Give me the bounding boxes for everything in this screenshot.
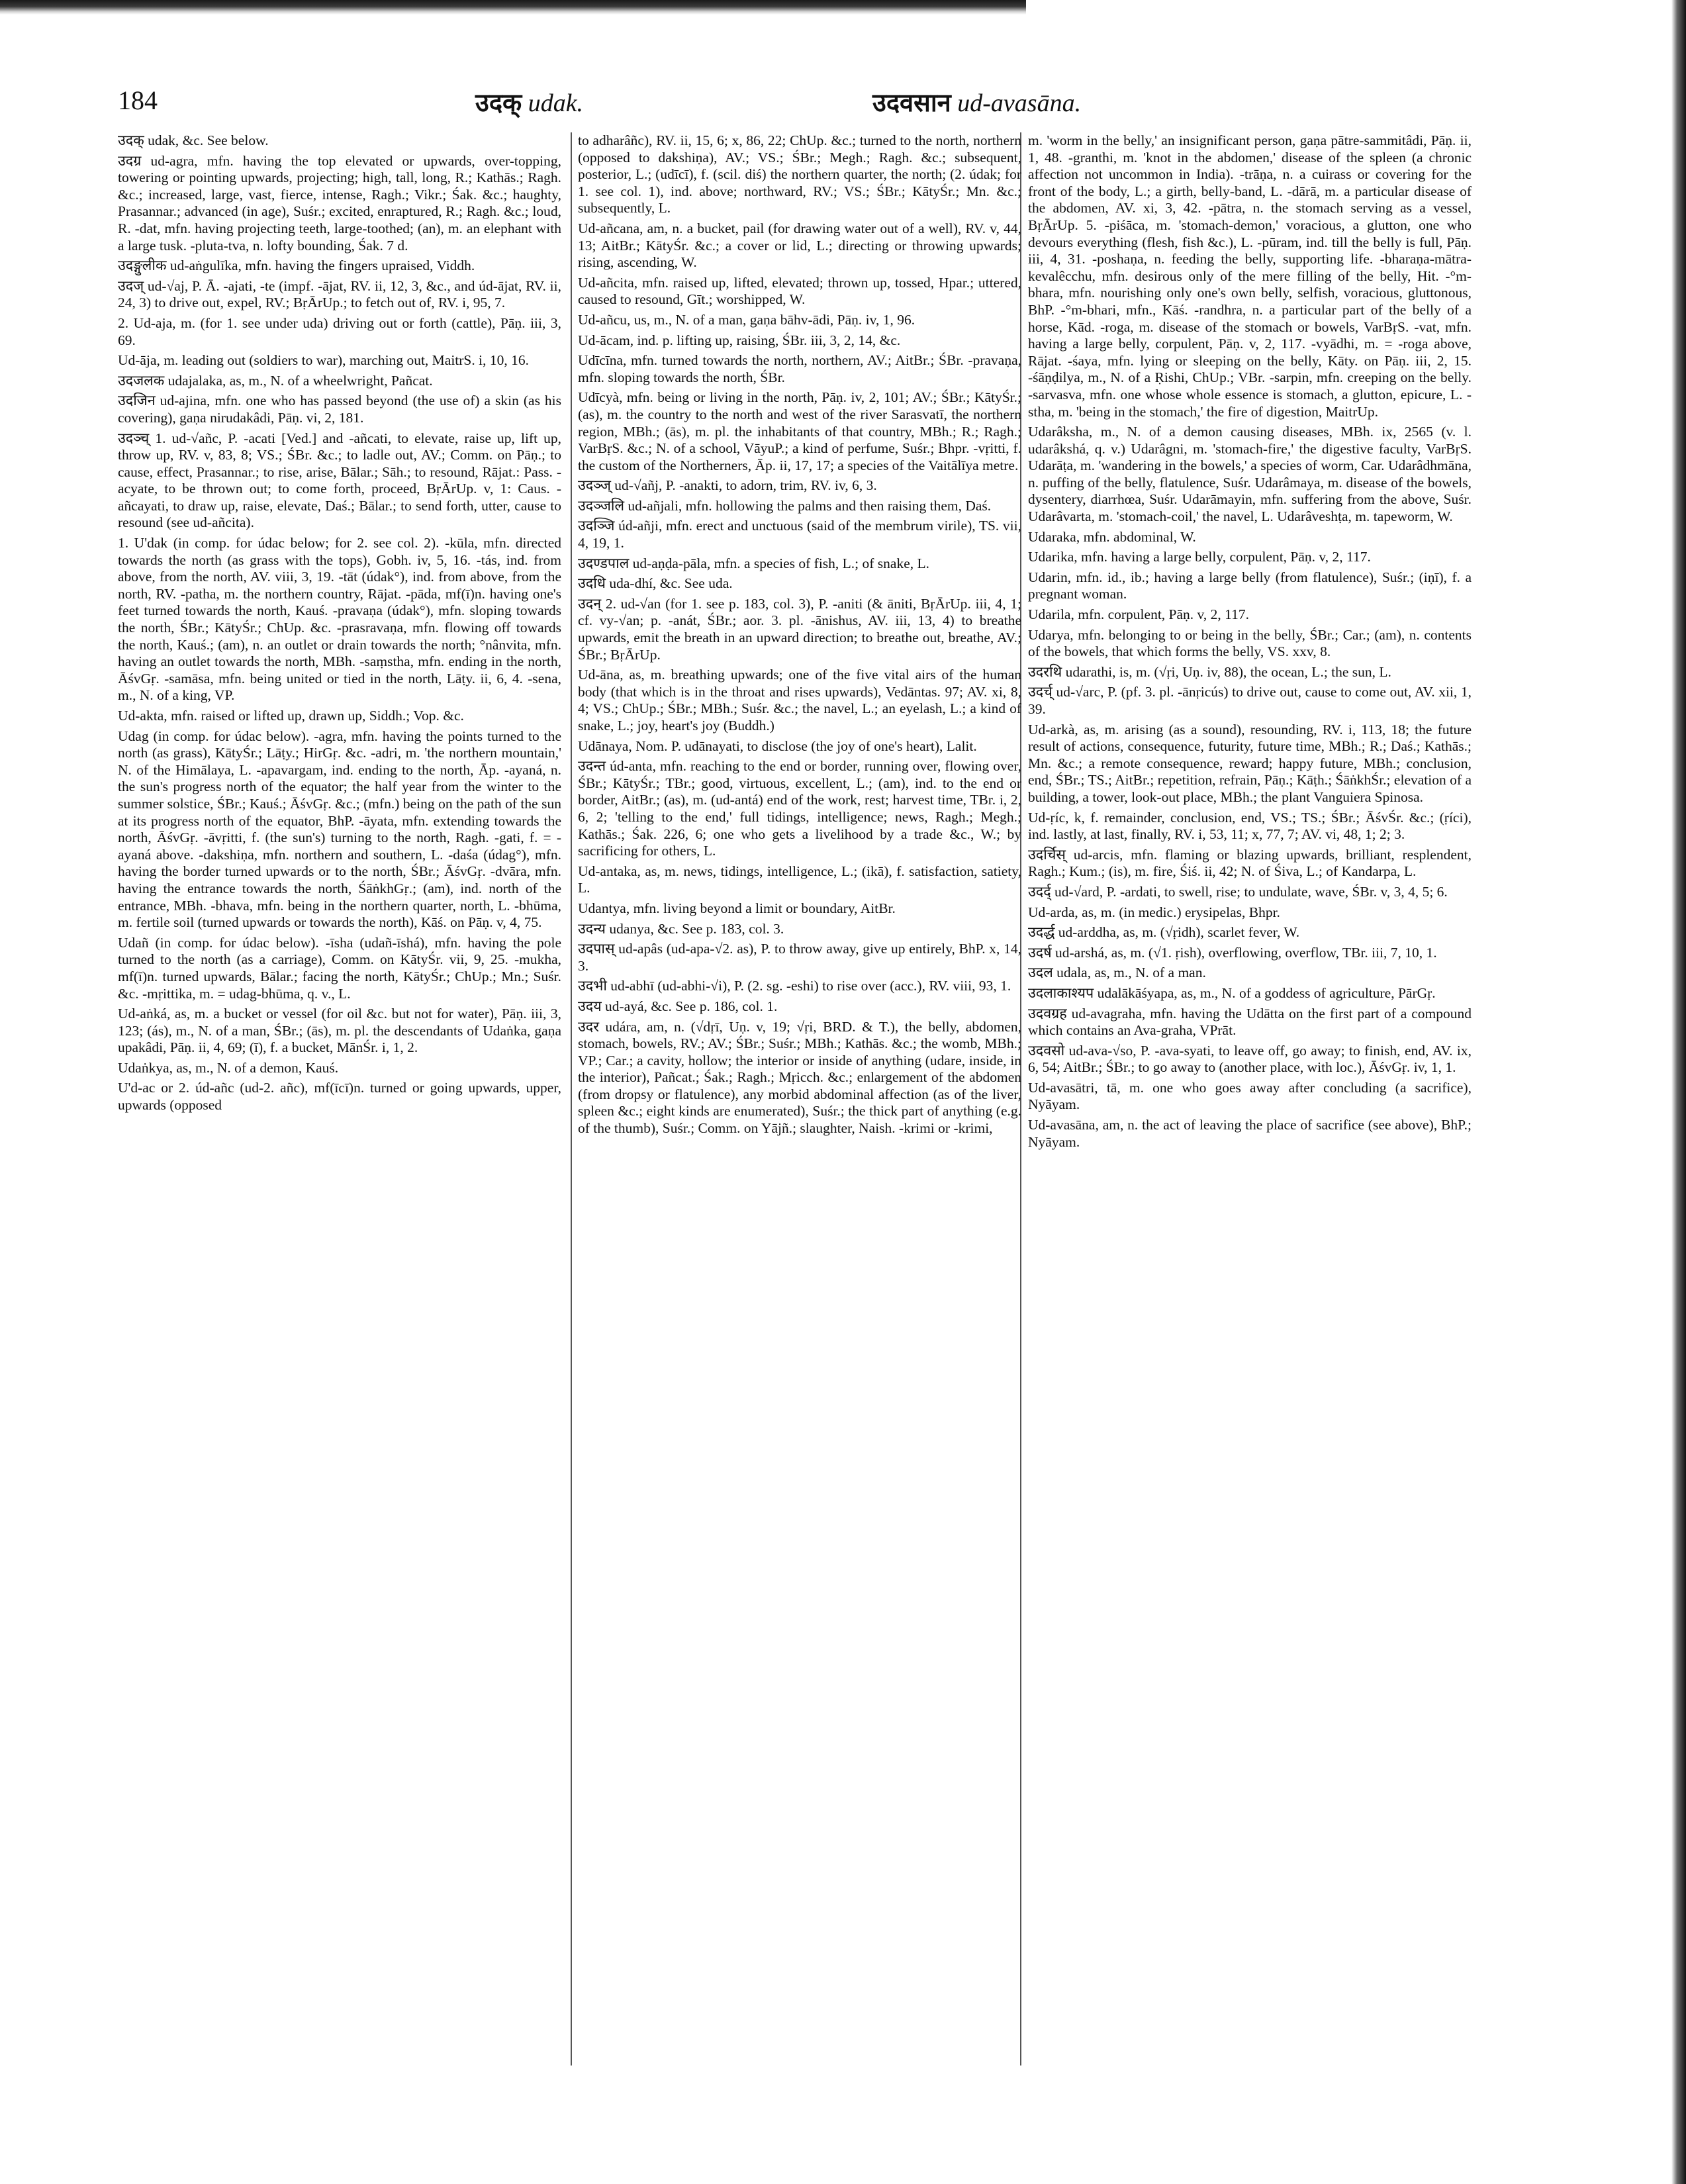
dictionary-entry: उदन् 2. ud-√an (for 1. see p. 183, col. 3), P. -aniti (& āniti, BṛĀrUp. iii, 4, 1; cf. vy-√an; p. -anát, ŚBr.; aor. 3. pl. -ānishus, AV. iii, 13, 4) to breathe upwards, emit the breath in an upward direction; to breathe out, breathe, AV.; ŚBr.; BṛĀrUp. xyxy=(578,595,1021,663)
dictionary-entry: उदञ्जि úd-añji, mfn. erect and unctuous (said of the membrum virile), TS. vii, 4, 19, 1. xyxy=(578,518,1021,551)
dictionary-entry: उदन्य udanya, &c. See p. 183, col. 3. xyxy=(578,920,784,937)
dictionary-entry: Udarin, mfn. id., ib.; having a large belly (from flatulence), Suśr.; (iṇī), f. a pregnant woman. xyxy=(1028,569,1472,602)
dictionary-entry: 1. U'dak (in comp. for údac below; for 2. see col. 2). -kūla, mfn. directed towards the north (as grass with the tops), Gobh. iv, 5, 16. -tás, ind. from above, from the north, AV. viii, 3, 19. -tāt (údak°), ind. from above, from the north, RV. -patha, m. the northern country, Rājat. -pāda, mf(ī)n. having one's feet turned towards the north, Kauś. -pravaṇa (údak°), mfn. sloping towards the north, ŚBr.; KātyŚr.; ChUp. &c. -prasravaṇa, mfn. flowing off towards the north, Kauś.; (am), n. an outlet or drain towards the north; °nânvita, mfn. having an outlet towards the north, MBh. -saṃstha, mfn. ending in the north, ĀśvGṛ. -samāsa, mfn. being united or tied in the north, Lāṭy. ii, 6, 4. -sena, m., N. of a king, VP. xyxy=(118,535,561,704)
column-rule xyxy=(571,132,572,2065)
dictionary-entry: m. 'worm in the belly,' an insignificant person, gaṇa pātre-sammitâdi, Pāṇ. ii, 1, 48. -granthi, m. 'knot in the abdomen,' disease of the spleen (a chronic affection not uncommon in India). -trāṇa, n. a cuirass or covering for the front of the body, L.; a girth, belly-band, L. -dārā, m. a particular disease of the abdomen, AV. xi, 3, 42. -pātra, n. the stomach serving as a vessel, BṛĀrUp. 5. -piśāca, m. 'stomach-demon,' voracious, a glutton, one who devours everything (flesh, fish &c.), L. -pūram, ind. till the belly is full, Pāṇ. iii, 4, 31. -poshaṇa, n. feeding the belly, supporting life. -bharaṇa-mātra-kevalêcchu, mfn. desirous only of the mere filling of the belly, Hit. -°m-bhara, mfn. nourishing only one's own belly, selfish, voracious, gluttonous, BhP. -°m-bhari, mfn., Kāś. -randhra, n. a particular part of the belly of a horse, Kād. -roga, m. disease of the stomach or bowels, VarBṛS. -vat, mfn. having a large belly, corpulent, Pāṇ. v, 2, 117. -vyādhi, m. = -roga above, Rājat. -śaya, mfn. lying or sleeping on the belly, Kāty. on Pāṇ. iii, 2, 15. -śāṇḍilya, m., N. of a Ṛishi, ChUp.; VBr. -sarpin, mfn. creeping on the belly. -sarvasva, mfn. one whose whole essence is stomach, a glutton, epicure, L. -stha, m. 'being in the stomach,' the fire of digestion, MaitrUp. xyxy=(1028,132,1472,420)
dictionary-entry: उदरथि udarathi, is, m. (√ṛi, Uṇ. iv, 88), the ocean, L.; the sun, L. xyxy=(1028,663,1391,680)
dictionary-entry: Udīcyà, mfn. being or living in the north, Pāṇ. iv, 2, 101; AV.; ŚBr.; KātyŚr.; (as), m. the country to the north and west of the river Sarasvatī, the northern region, MBh.; (ās), m. pl. the inhabitants of that country, MBh.; R.; Ragh.; VarBṛS. &c.; N. of a school, VāyuP.; a kind of perfume, Suśr.; Bhpr. -vṛitti, f. the custom of the Northerners, Āp. ii, 17, 17; a species of the Vaitālīya metre. xyxy=(578,389,1021,473)
dictionary-entry: Udag (in comp. for údac below). -agra, mfn. having the points turned to the north (as grass), KātyŚr.; Lāṭy.; HirGṛ. &c. -adri, m. 'the northern mountain,' N. of the Himālaya, L. -apavargam, ind. ending to the north, Āp. -ayaná, n. the sun's progress north of the equator; the half year from the winter to the summer solstice, ŚBr.; Kauś.; ĀśvGṛ. &c.; (mfn.) being on the path of the sun at its progress north of the equator, BhP. -āyata, mfn. extending towards the north, ĀśvGṛ. -āvṛitti, f. (the sun's) turning to the north, Ragh. -gati, f. = -ayaná above. -dakshiṇa, mfn. northern and southern, L. -daśa (údag°), mfn. having the border turned upwards or to the north, ŚBr.; ĀśvGṛ. -dvāra, mfn. having the entrance towards the north, ŚāṅkhGṛ.; (am), ind. north of the entrance, MBh. -bhava, mfn. being in the northern quarter, north, L. -bhūma, m. fertile soil (turned upwards or towards the north), Kāś. on Pāṇ. v, 4, 75. xyxy=(118,728,561,931)
dictionary-entry: Udarila, mfn. corpulent, Pāṇ. v, 2, 117. xyxy=(1028,606,1249,623)
page-header xyxy=(118,85,1594,124)
dictionary-entry: Udaṅkya, as, m., N. of a demon, Kauś. xyxy=(118,1059,339,1076)
dictionary-entry: Udarika, mfn. having a large belly, corpulent, Pāṇ. v, 2, 117. xyxy=(1028,549,1371,565)
dictionary-entry: उदधि uda-dhí, &c. See uda. xyxy=(578,575,733,592)
dictionary-entry: Ud-añcana, am, n. a bucket, pail (for drawing water out of a well), RV. v, 44, 13; AitBr.; KātyŚr. &c.; a cover or lid, L.; directing or throwing upwards; rising, ascending, W. xyxy=(578,220,1021,271)
dictionary-entry: उदर्ष ud-arshá, as, m. (√1. ṛish), overflowing, overflow, TBr. iii, 7, 10, 1. xyxy=(1028,944,1437,961)
dictionary-entry: Ud-akta, mfn. raised or lifted up, drawn up, Siddh.; Vop. &c. xyxy=(118,708,464,724)
dictionary-entry: उदग्र ud-agra, mfn. having the top elevated or upwards, over-topping, towering or pointing upwards, projecting; high, tall, long, R.; Kathās.; Ragh. &c.; increased, large, vast, fierce, intense, Ragh.; Vikr.; Śak. &c.; haughty, Prasannar.; advanced (in age), Suśr.; excited, enraptured, R.; Ragh. &c.; loud, R. -dat, mfn. having projecting teeth, large-toothed; (an), m. an elephant with a large tusk. -pluta-tva, n. lofty bounding, Śak. 7 d. xyxy=(118,152,561,254)
dictionary-entry: Ud-añcu, us, m., N. of a man, gaṇa bāhv-ādi, Pāṇ. iv, 1, 96. xyxy=(578,311,915,328)
dictionary-entry: U'd-ac or 2. úd-añc (ud-2. añc), mf(īcī)n. turned or going upwards, upper, upwards (opposed xyxy=(118,1080,561,1114)
dictionary-entry: Udarya, mfn. belonging to or being in the belly, ŚBr.; Car.; (am), n. contents of the bowels, that which forms the belly, VS. xxv, 8. xyxy=(1028,626,1472,660)
dictionary-column-1 xyxy=(118,132,561,1117)
dictionary-entry: 2. Ud-aja, m. (for 1. see under uda) driving out or forth (cattle), Pāṇ. iii, 3, 69. xyxy=(118,314,561,348)
right-running-head xyxy=(872,85,1081,119)
dictionary-entry: उदल udala, as, m., N. of a man. xyxy=(1028,965,1206,981)
dictionary-entry: Ud-arkà, as, m. arising (as a sound), resounding, RV. i, 113, 18; the future result of actions, consequence, futurity, future time, MBh.; R.; Daś.; Kathās.; Mn. &c.; a remote consequence, reward; happy future, MBh.; conclusion, end, ŚBr.; TS.; AitBr.; repetition, refrain, Pāṇ.; Kāṭh.; ŚāṅkhŚr.; elevation of a building, a tower, look-out place, MBh.; the plant Vanguiera Spinosa. xyxy=(1028,721,1472,805)
left-running-head xyxy=(475,85,583,119)
dictionary-entry: Udīcīna, mfn. turned towards the north, northern, AV.; AitBr.; ŚBr. -pravaṇa, mfn. sloping towards the north, ŚBr. xyxy=(578,352,1021,385)
dictionary-entry: उदञ्ज् ud-√añj, P. -anakti, to adorn, trim, RV. iv, 6, 3. xyxy=(578,477,877,494)
scan-edge-top xyxy=(0,0,1026,15)
dictionary-column-2 xyxy=(578,132,1021,1141)
dictionary-entry: उदवग्रह ud-avagraha, mfn. having the Udātta on the first part of a compound which contains an Ava-graha, VPrāt. xyxy=(1028,1005,1472,1039)
dictionary-entry: उदक् udak, &c. See below. xyxy=(118,132,269,148)
dictionary-entry: उदन्त úd-anta, mfn. reaching to the end or border, running over, flowing over, ŚBr.; KātyŚr.; TBr.; good, virtuous, excellent, L.; (am), ind. to the end or border, AitBr.; (as), m. (ud-antá) end of the work, rest; harvest time, TBr. i, 2, 6, 2; 'telling to the end,' full tidings, intelligence; news, Ragh.; Megh.; Kathās.; Śak. 226, 6; one who gets a livelihood by a trade &c., W.; by sacrificing for others, L. xyxy=(578,758,1021,859)
dictionary-entry: Udañ (in comp. for údac below). -īsha (udañ-īshá), mfn. having the pole turned to the north (as a carriage), Comm. on KātyŚr. vii, 9, 25. -mukha, mf(ī)n. turned upwards, Bālar.; facing the north, KātyŚr.; ChUp.; Mn.; Suśr. &c. -mṛittika, m. = udag-bhūma, q. v., L. xyxy=(118,934,561,1002)
dictionary-entry: उदर्च् ud-√arc, P. (pf. 3. pl. -ānṛicús) to drive out, cause to come out, AV. xii, 1, 39. xyxy=(1028,684,1472,717)
dictionary-entry: उदय ud-ayá, &c. See p. 186, col. 1. xyxy=(578,998,778,1014)
dictionary-entry: उदर्द्ध ud-arddha, as, m. (√ṛidh), scarlet fever, W. xyxy=(1028,924,1300,941)
dictionary-entry: उदर्द् ud-√ard, P. -ardati, to swell, rise; to undulate, wave, ŚBr. v, 3, 4, 5; 6. xyxy=(1028,883,1448,900)
dictionary-entry: Udantya, mfn. living beyond a limit or boundary, AitBr. xyxy=(578,900,896,916)
dictionary-entry: उदजलक udajalaka, as, m., N. of a wheelwright, Pañcat. xyxy=(118,372,433,389)
dictionary-entry: उदज् ud-√aj, P. Ā. -ajati, -te (impf. -ājat, RV. ii, 12, 3, &c., and úd-ājat, RV. ii, 24, 3) to drive out, expel, RV.; BṛĀrUp.; to fetch out of, RV. i, 95, 7. xyxy=(118,277,561,311)
page-number: 184 xyxy=(118,85,158,115)
dictionary-entry: उदजिन ud-ajina, mfn. one who has passed beyond (the use of) a skin (as his covering), gaṇa nirudakâdi, Pāṇ. vi, 2, 181. xyxy=(118,393,561,426)
dictionary-entry: उदवसो ud-ava-√so, P. -ava-syati, to leave off, go away; to finish, end, AV. ix, 6, 54; AitBr.; ŚBr.; to go away to (another place, with loc.), ĀśvGṛ. iv, 1, 1. xyxy=(1028,1042,1472,1076)
dictionary-entry: Ud-avasātri, tā, m. one who goes away after concluding (a sacrifice), Nyāyam. xyxy=(1028,1079,1472,1113)
right-headword-transliteration: ud-avasāna. xyxy=(957,89,1082,117)
scan-edge-right xyxy=(1671,0,1686,2184)
dictionary-entry: to adharâñc), RV. ii, 15, 6; x, 86, 22; ChUp. &c.; turned to the north, northern (opposed to dakshiṇa), AV.; VS.; ŚBr.; Megh.; Ragh. &c.; subsequent, posterior, L.; (udīcī), f. (scil. diś) the northern quarter, the north; (2. údak; for 1. see col. 1), ind. above; northward, RV.; VS.; ŚBr.; KātyŚr.; Mn. &c.; subsequently, L. xyxy=(578,132,1021,216)
dictionary-entry: उदलाकाश्यप udalākāśyapa, as, m., N. of a goddess of agriculture, PārGṛ. xyxy=(1028,984,1436,1001)
dictionary-entry: उदर udára, am, n. (√dṛī, Uṇ. v, 19; √ṛi, BRD. & T.), the belly, abdomen, stomach, bowels, RV.; AV.; ŚBr.; Suśr.; MBh.; Kathās. &c.; the womb, MBh.; VP.; Car.; a cavity, hollow; the interior or inside of anything (udare, inside, in the interior), Pañcat.; Śak.; Ragh.; Mṛicch. &c.; enlargement of the abdomen (from dropsy or flatulence), any morbid abdominal affection (as of the liver, spleen &c.; eight kinds are enumerated), Suśr.; the thick part of anything (e.g. of the thumb), Suśr.; Comm. on Yājñ.; slaughter, Naish. -krimi or -krimi, xyxy=(578,1018,1021,1137)
dictionary-entry: Udaraka, mfn. abdominal, W. xyxy=(1028,528,1196,545)
dictionary-entry: Ud-aṅká, as, m. a bucket or vessel (for oil &c. but not for water), Pāṇ. iii, 3, 123; (ás), m., N. of a man, ŚBr.; (ās), m. pl. the descendants of Udaṅka, gaṇa upakâdi, Pāṇ. ii, 4, 69; (ī), f. a bucket, MānŚr. i, 1, 2. xyxy=(118,1006,561,1056)
left-headword-devanagari: उदक् xyxy=(475,89,522,117)
dictionary-entry: Udānaya, Nom. P. udānayati, to disclose (the joy of one's heart), Lalit. xyxy=(578,737,977,754)
dictionary-entry: Ud-añcita, mfn. raised up, lifted, elevated; thrown up, tossed, Hpar.; uttered, caused to resound, Gīt.; worshipped, W. xyxy=(578,274,1021,308)
dictionary-entry: उदञ्च् 1. ud-√añc, P. -acati [Ved.] and -añcati, to elevate, raise up, lift up, throw up, RV. v, 83, 8; VS.; ŚBr. &c.; to ladle out, AV.; Comm. on Pāṇ.; to cause, effect, Prasannar.; to rise, arise, Bālar.; Sāh.; to resound, Rājat.: Pass. -acyate, to be thrown out; to come forth, proceed, BṛĀrUp. v, 1: Caus. -añcayati, to draw up, raise, elevate, Daś.; Bālar.; to send forth, utter, cause to resound (see ud-añcita). xyxy=(118,430,561,531)
dictionary-entry: उदञ्जलि ud-añjali, mfn. hollowing the palms and then raising them, Daś. xyxy=(578,497,992,514)
dictionary-entry: Ud-ācam, ind. p. lifting up, raising, ŚBr. iii, 3, 2, 14, &c. xyxy=(578,332,901,348)
right-headword-devanagari: उदवसान xyxy=(872,89,951,117)
dictionary-entry: उदण्डपाल ud-aṇḍa-pāla, mfn. a species of fish, L.; of snake, L. xyxy=(578,555,930,571)
dictionary-entry: Ud-āna, as, m. breathing upwards; one of the five vital airs of the human body (that which is in the throat and rises upwards), Vedāntas. 97; AV. xi, 8, 4; VS.; ChUp.; ŚBr.; MBh.; Suśr. &c.; the navel, L.; an eyelash, L.; a kind of snake, L.; joy, heart's joy (Buddh.) xyxy=(578,667,1021,734)
dictionary-entry: Ud-avasāna, am, n. the act of leaving the place of sacrifice (see above), BhP.; Nyāyam. xyxy=(1028,1117,1472,1150)
dictionary-entry: उदर्चिस् ud-arcis, mfn. flaming or blazing upwards, brilliant, resplendent, Ragh.; Kum.; (is), m. fire, Śiś. ii, 42; N. of Śiva, L.; of Kandarpa, L. xyxy=(1028,846,1472,880)
dictionary-entry: Ud-ṛíc, k, f. remainder, conclusion, end, VS.; TS.; ŚBr.; ĀśvŚr. &c.; (ṛíci), ind. lastly, at last, finally, RV. i, 53, 11; x, 77, 7; AV. vi, 48, 1; 2; 3. xyxy=(1028,809,1472,843)
dictionary-column-3 xyxy=(1028,132,1472,1154)
dictionary-entry: Udarâksha, m., N. of a demon causing diseases, MBh. ix, 2565 (v. l. udarâkshá, q. v.) Udarâgni, m. 'stomach-fire,' the digestive faculty, VarBṛS. Udarāṭa, m. 'wandering in the bowels,' a species of worm, Car. Udarâdhmāna, n. puffing of the belly, flatulence, Suśr. Udarâmaya, m. disease of the bowels, dysentery, diarrhœa, Suśr. Udarāmayin, mfn. suffering from the above, Suśr. Udarâvarta, m. 'stomach-coil,' the navel, L. Udarâveshṭa, m. tapeworm, W. xyxy=(1028,424,1472,525)
dictionary-entry: उदभी ud-abhī (ud-abhi-√i), P. (2. sg. -eshi) to rise over (acc.), RV. viii, 93, 1. xyxy=(578,978,1011,994)
dictionary-entry: Ud-antaka, as, m. news, tidings, intelligence, L.; (ikā), f. satisfaction, satiety, L. xyxy=(578,863,1021,896)
dictionary-entry: उदङ्गुलीक ud-aṅgulīka, mfn. having the fingers upraised, Viddh. xyxy=(118,258,475,274)
dictionary-entry: उदपास् ud-apâs (ud-apa-√2. as), P. to throw away, give up entirely, BhP. x, 14, 3. xyxy=(578,941,1021,974)
dictionary-entry: Ud-arda, as, m. (in medic.) erysipelas, Bhpr. xyxy=(1028,904,1280,920)
dictionary-entry: Ud-āja, m. leading out (soldiers to war), marching out, MaitrS. i, 10, 16. xyxy=(118,352,529,369)
left-headword-transliteration: udak. xyxy=(528,89,584,117)
